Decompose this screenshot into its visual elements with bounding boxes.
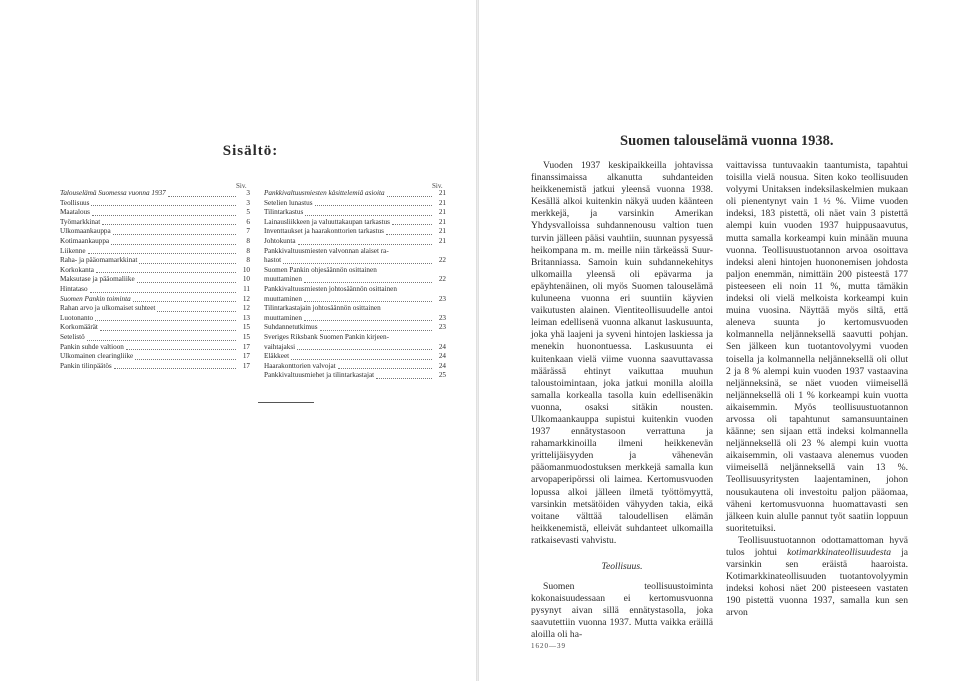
toc-page-number: 23 xyxy=(438,323,446,332)
toc-page-number: 23 xyxy=(438,294,446,303)
toc-page-number: 17 xyxy=(242,342,250,351)
toc-entry-label: Tilintarkastus xyxy=(264,208,304,217)
toc-page-number: 7 xyxy=(246,227,250,236)
toc-column-right xyxy=(264,189,446,381)
toc-page-number: 17 xyxy=(242,352,250,361)
toc-entry xyxy=(60,352,250,362)
toc-entry-line xyxy=(264,266,446,276)
toc-entry xyxy=(264,189,446,199)
toc-entry xyxy=(60,247,250,257)
toc-leader-dots xyxy=(111,244,236,245)
toc-entry xyxy=(60,304,250,314)
toc-leader-dots xyxy=(91,205,236,206)
article-paragraph: vaittavissa tuntuvaakin taantumista, tapahtui toisilla vielä nousua. Siten koko teollisuuden volyymi Unitaksen indeksilaskelmien mukaan oli pienentynyt vain 1 ½ %. Viime vuoden indeksi, 183 pistettä, oli näet vain 3 pistettä alempi kuin vuoden 1937 huippusaavutus, mutta samalla korkeampi kuin minään muuna vuonna. Teollisuustuotannon arvoa osoittava indeksi aleni hintojen huononemisen johdosta paljon enemmän, nimittäin 200 pisteestä 177 pisteeseen eli noin 11 %, mutta tämäkin indeksi oli vielä melkoista korkeampi kuin muina vuosina. Näyttää myös siltä, että aleneva suunta jo kertomusvuoden kolmannella neljänneksellä saavutti pohjan. Sen jälkeen kun tuotantovolyymi vuoden toisella ja kolmannella neljänneksellä oli ollut 2 ja 8 % alempi kuin vuoden 1937 vastaavina neljänneksinä, se näet vuoden viimeisellä neljänneksellä oli 1 % korkeampi kuin vuotta aikaisemmin. Myös teollisuustuotannon arvossa oli tapahtunut samansuuntainen käänne; sen sijaan että indeksi kolmannella neljänneksellä oli 23 % alempi kuin vuotta aikaisemmin, oli vastaava alenemus vuoden viimeisellä neljänneksellä vain 13 %. Teollisuusyritysten laajentaminen, johon nousukautena oli investoitu paljon pääomaa, väheni kertomusvuonna huomattavasti sen jälkeen kuin alulle pannut työt saatiin loppuun suoritetuiksi. xyxy=(726,160,908,534)
paragraph-text: ja varsinkin sen eräistä haaroista. Kotimarkkinateollisuuden tuotantovolyymin indeksi kohosi näet 200 pisteeseen vastaten 190 pistettä vuonna 1937, samalla kun sen arvon xyxy=(726,547,909,619)
toc-page-number: 25 xyxy=(438,371,446,380)
toc-leader-dots xyxy=(392,224,432,225)
toc-page-number: 23 xyxy=(438,313,446,322)
toc-leader-dots xyxy=(88,253,236,254)
toc-entry xyxy=(264,343,446,353)
toc-entry xyxy=(60,333,250,343)
toc-entry-label: Rahan arvo ja ulkomaiset suhteet xyxy=(60,304,156,313)
toc-page-number: 21 xyxy=(438,236,446,245)
toc-page-number: 15 xyxy=(242,332,250,341)
toc-entry-label: Teollisuus xyxy=(60,198,90,207)
toc-leader-dots xyxy=(90,292,236,293)
toc-page-number: 8 xyxy=(246,246,250,255)
toc-entry-label: Ulkomainen clearingliike xyxy=(60,352,134,361)
toc-page-number: 11 xyxy=(243,284,250,293)
toc-leader-dots xyxy=(126,349,236,350)
toc-leader-dots xyxy=(100,330,236,331)
toc-page-number: 21 xyxy=(438,217,446,226)
toc-page-number: 24 xyxy=(438,361,446,370)
article-paragraph xyxy=(726,535,908,620)
toc-entry-label: Luotonanto xyxy=(60,313,94,322)
toc-entry xyxy=(60,189,250,199)
toc-entry-label: Suhdannetutkimus xyxy=(264,323,318,332)
toc-page-number: 21 xyxy=(438,208,446,217)
toc-leader-dots xyxy=(304,282,432,283)
toc-entry-label: Sveriges Riksbank Suomen Pankin kirjeen- xyxy=(264,332,389,341)
toc-entry-label: Pankkivaltuusmiehet ja tilintarkastajat xyxy=(264,371,375,380)
toc-entry-line xyxy=(264,285,446,295)
toc-leader-dots xyxy=(137,282,236,283)
toc-page-number: 21 xyxy=(438,227,446,236)
toc-entry-label: Maksutase ja pääomaliike xyxy=(60,275,135,284)
toc-leader-dots xyxy=(87,340,236,341)
toc-entry-label: Eläkkeet xyxy=(264,352,290,361)
toc-entry-line xyxy=(264,304,446,314)
toc-leader-dots xyxy=(376,378,432,379)
toc-leader-dots xyxy=(315,205,432,206)
toc-entry xyxy=(264,352,446,362)
toc-leader-dots xyxy=(283,263,432,264)
toc-entry xyxy=(60,227,250,237)
toc-entry-label: Pankkivaltuusmiesten käsittelemiä asioita xyxy=(264,189,385,197)
toc-entry-label: Suomen Pankin ohjesäännön osittainen xyxy=(264,265,377,274)
toc-page-number: 22 xyxy=(438,256,446,265)
toc-entry xyxy=(60,362,250,372)
section-heading: Teollisuus. xyxy=(601,561,643,572)
toc-page-number: 22 xyxy=(438,275,446,284)
toc-entry-label: Työmarkkinat xyxy=(60,217,101,226)
toc-page-number: 3 xyxy=(246,198,250,207)
toc-page-number: 3 xyxy=(246,189,250,197)
toc-entry xyxy=(264,295,446,305)
toc-entry-label: Korkokanta xyxy=(60,265,94,274)
article-title: Suomen talouselämä vuonna 1938. xyxy=(620,133,834,149)
toc-leader-dots xyxy=(135,359,236,360)
toc-divider-rule xyxy=(258,402,314,403)
toc-leader-dots xyxy=(386,234,432,235)
left-page xyxy=(0,0,477,681)
toc-entry xyxy=(60,208,250,218)
toc-entry xyxy=(264,275,446,285)
toc-page-number: 17 xyxy=(242,361,250,370)
toc-entry-label: Talouselämä Suomessa vuonna 1937 xyxy=(60,189,166,197)
toc-entry xyxy=(264,314,446,324)
toc-entry-label: muuttaminen xyxy=(264,294,302,303)
toc-leader-dots xyxy=(304,301,432,302)
toc-entry-label: Inventtaukset ja haarakonttorien tarkastus xyxy=(264,227,384,236)
toc-entry-line xyxy=(264,333,446,343)
toc-entry xyxy=(60,314,250,324)
toc-entry-label: Maatalous xyxy=(60,208,90,217)
toc-leader-dots xyxy=(95,320,236,321)
toc-leader-dots xyxy=(113,234,236,235)
article-paragraph: Vuoden 1937 keskipaikkeilla johtavissa finanssimaissa alkanutta suhdanteiden heikkenemistä jatkui yleensä vuonna 1938. Kesällä alkoi kuitenkin näkyä uuden käänteen merkkejä, ja varsinkin Amerikan Yhdysvalloissa suhdannenousu valtion tuen turvin jälleen pääsi vauhtiin, suunnan pysyessä heikompana m. m. meille niin tärkeässä Suur-Britanniassa. Samoin kuin suhdannekehitys ulkomailla yleensä oli epävarma ja epäyhtenäinen, oli myös Suomen talouselämä kuluneena vuonna eri suuntiin käyvien vaikutusten alainen. Vientiteollisuudelle antoi leiman edellisenä vuonna alkanut laskusuunta, joka yhä laajeni ja syveni hintojen laskiessa ja menekin huonontuessa. Laskusuunta ei kuitenkaan vielä viime vuonna saavuttavassa määrässä ehtinyt vaikuttaa muuhun taloustoimintaan, joka jatkui monilla aloilla samalla korkealla tasolla kuin edellisenäkin vuonna, osaksi sitäkin nousten. Ulkomaankauppa supistui kuitenkin vuoden 1937 ennätystasoon verrattuna ja rahamarkkinoilla ilmeni heikkenevän yrittelijäisyyden ja vähenevän pääomanmuodostuksen merkkejä samalla kun arvopaperipörssi oli laimea. Kertomusvuoden lopussa alkoi jälleen ilmetä työttömyyttä, varsinkin metsätöiden vähyyden takia, eikä voitane välttää taloudellisen elämän heikkenemistä, elleivät suhdanteet ulkomailla ratkaisevasti vahvistu. xyxy=(531,160,713,546)
toc-entry-label: Tilintarkastajain johtosäännön osittainen xyxy=(264,304,381,313)
toc-page-number: 12 xyxy=(242,294,250,303)
toc-entry-label: Johtokunta xyxy=(264,236,296,245)
toc-entry-label: Raha- ja pääomamarkkinat xyxy=(60,256,138,265)
toc-entry xyxy=(60,323,250,333)
toc-entry-label: Liikenne xyxy=(60,246,86,255)
toc-entry-label: Setelistö xyxy=(60,332,85,341)
toc-leader-dots xyxy=(298,244,432,245)
toc-entry xyxy=(264,362,446,372)
toc-entry xyxy=(60,266,250,276)
toc-leader-dots xyxy=(92,215,236,216)
toc-page-number: 6 xyxy=(246,217,250,226)
toc-leader-dots xyxy=(96,272,236,273)
toc-entry-label: Suomen Pankin toiminta xyxy=(60,294,131,303)
toc-leader-dots xyxy=(168,196,236,197)
toc-leader-dots xyxy=(320,330,432,331)
toc-page-number: 21 xyxy=(438,198,446,207)
toc-entry-label: Setelien lunastus xyxy=(264,198,313,207)
toc-leader-dots xyxy=(387,196,432,197)
toc-entry xyxy=(60,237,250,247)
toc-entry-label: Pankin tilinpäätös xyxy=(60,361,112,370)
toc-leader-dots xyxy=(133,301,236,302)
toc-entry-label: Lainausliikkeen ja valuuttakaupan tarkastus xyxy=(264,217,390,226)
toc-entry-label: muuttaminen xyxy=(264,313,302,322)
toc-entry-label: Korkomäärät xyxy=(60,323,98,332)
toc-page-number: 8 xyxy=(246,256,250,265)
toc-entry xyxy=(60,256,250,266)
toc-page-number: 5 xyxy=(246,208,250,217)
toc-entry xyxy=(60,275,250,285)
toc-column-left xyxy=(60,189,250,371)
toc-entry xyxy=(60,199,250,209)
toc-entry-label: Pankkivaltuusmiesten valvonnan alaiset ra- xyxy=(264,246,389,255)
print-code: 1620—39 xyxy=(531,642,566,650)
paragraph-text: Teollisuustuotannon odottamattoman hyvä tulos johtui xyxy=(726,534,908,558)
toc-page-number: 24 xyxy=(438,342,446,351)
toc-leader-dots xyxy=(297,349,432,350)
toc-entry-label: Hintataso xyxy=(60,284,88,293)
toc-page-number: 15 xyxy=(242,323,250,332)
toc-entry xyxy=(264,323,446,333)
toc-leader-dots xyxy=(304,320,432,321)
toc-entry-label: vaihtajaksi xyxy=(264,342,296,351)
toc-page-number: 13 xyxy=(242,313,250,322)
toc-page-number: 21 xyxy=(438,189,446,197)
toc-entry-label: Pankkivaltuusmiesten johtosäännön osittainen xyxy=(264,284,397,293)
toc-entry xyxy=(264,256,446,266)
toc-leader-dots xyxy=(157,311,236,312)
toc-entry xyxy=(264,199,446,209)
toc-page-header-left: Siv. xyxy=(236,182,247,190)
toc-leader-dots xyxy=(305,215,432,216)
toc-entry xyxy=(60,343,250,353)
toc-page-number: 12 xyxy=(242,304,250,313)
toc-entry xyxy=(264,371,446,381)
toc-entry-label: Pankin suhde valtioon xyxy=(60,342,124,351)
toc-entry-label: Kotimaankauppa xyxy=(60,236,110,245)
toc-page-header-right: Siv. xyxy=(432,182,443,190)
toc-entry-label: Haarakonttorien valvojat xyxy=(264,361,336,370)
article-paragraph: Suomen teollisuustoiminta kokonaisuudessaan ei kertomusvuonna pysynyt aivan sillä ennätystasolla, joka saavutettiin vuonna 1937. Mutta vaikka eräillä aloilla oli ha- xyxy=(531,581,713,641)
toc-leader-dots xyxy=(291,359,432,360)
toc-title: Sisältö: xyxy=(222,143,279,159)
emphasized-term: kotimarkkinateollisuudesta xyxy=(787,547,892,558)
article-column-1 xyxy=(531,160,713,642)
toc-entry xyxy=(264,218,446,228)
toc-page-number: 10 xyxy=(242,275,250,284)
toc-leader-dots xyxy=(139,263,236,264)
toc-page-number: 24 xyxy=(438,352,446,361)
toc-entry-label: Ulkomaankauppa xyxy=(60,227,111,236)
toc-page-number: 10 xyxy=(242,265,250,274)
toc-entry xyxy=(60,295,250,305)
toc-entry xyxy=(264,237,446,247)
toc-page-number: 8 xyxy=(246,236,250,245)
toc-entry-label: muuttaminen xyxy=(264,275,302,284)
toc-leader-dots xyxy=(102,224,236,225)
toc-entry xyxy=(60,218,250,228)
toc-entry-label: hastot xyxy=(264,256,282,265)
toc-leader-dots xyxy=(114,368,236,369)
toc-leader-dots xyxy=(338,368,432,369)
toc-entry xyxy=(60,285,250,295)
toc-entry xyxy=(264,208,446,218)
article-column-2 xyxy=(726,160,908,620)
toc-entry xyxy=(264,227,446,237)
toc-entry-line xyxy=(264,247,446,257)
